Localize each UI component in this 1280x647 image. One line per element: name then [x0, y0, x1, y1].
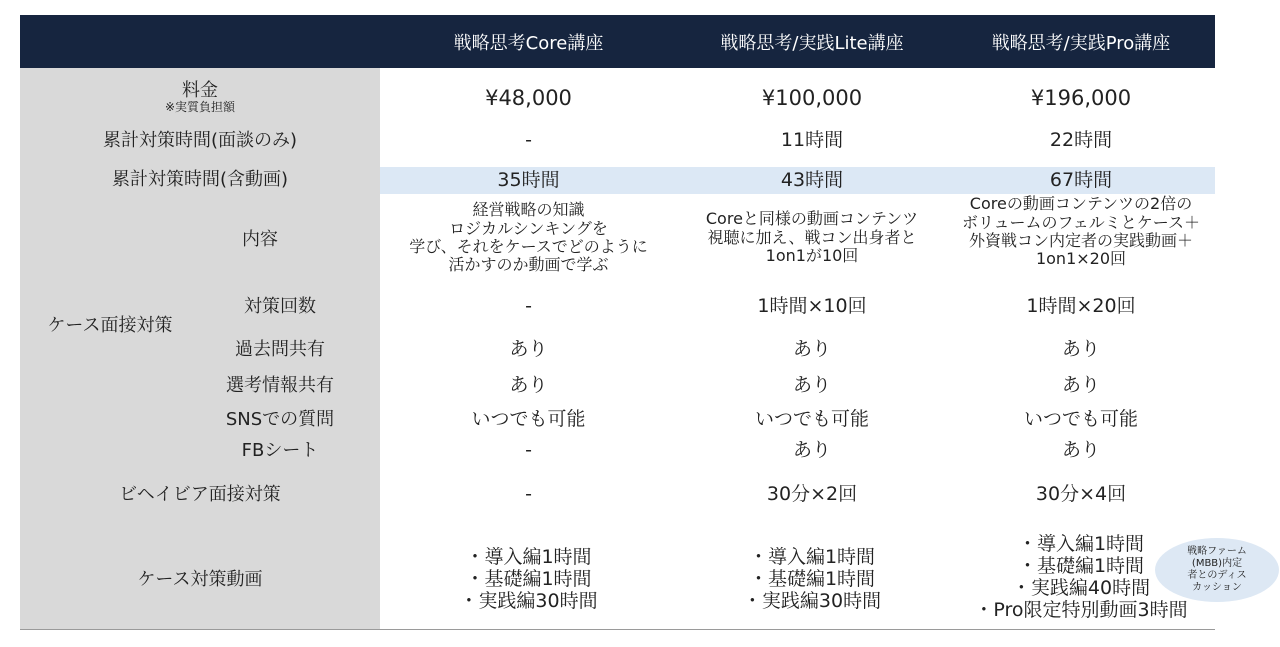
table-bottom-border: [20, 629, 1215, 630]
total-time-lite: 43時間: [780, 168, 844, 191]
price-lite: ¥100,000: [761, 85, 863, 110]
price-pro: ¥196,000: [1030, 85, 1132, 110]
interview-time-core: -: [525, 129, 532, 152]
sns-lite: いつでも可能: [754, 408, 869, 431]
selection-info-core: あり: [509, 374, 548, 397]
annotation-bubble: 戦略ファーム (MBB)内定 者とのディス カッション: [1155, 538, 1279, 602]
fb-sheet-pro: あり: [1061, 439, 1100, 462]
row-label-sessions: 対策回数: [244, 295, 316, 317]
row-label-case-videos: ケース対策動画: [137, 568, 263, 590]
comparison-table: [20, 15, 1215, 630]
row-label-behavioral: ビヘイビア面接対策: [119, 483, 281, 505]
fb-sheet-lite: あり: [792, 439, 831, 462]
price-label: 料金: [182, 79, 218, 101]
behavioral-core: -: [525, 483, 532, 506]
header-core-course: 戦略思考Core講座: [453, 32, 604, 54]
selection-info-lite: あり: [792, 374, 831, 397]
sessions-lite: 1時間×10回: [757, 295, 867, 318]
sns-pro: いつでも可能: [1023, 408, 1138, 431]
behavioral-pro: 30分×4回: [1035, 483, 1127, 506]
price-sublabel: ※実質負担額: [164, 100, 236, 115]
total-time-core: 35時間: [497, 168, 560, 191]
row-label-fb-sheet: FBシート: [241, 439, 319, 461]
past-questions-pro: あり: [1061, 338, 1100, 361]
sessions-pro: 1時間×20回: [1026, 295, 1136, 318]
interview-time-pro: 22時間: [1049, 129, 1113, 152]
row-label-total-time: 累計対策時間(含動画): [111, 169, 289, 191]
price-core: ¥48,000: [485, 85, 572, 110]
sessions-core: -: [525, 295, 532, 318]
content-core: 経営戦略の知識 ロジカルシンキングを 学び、それをケースでどのように 活かすのか動画で学ぶ: [409, 200, 648, 275]
row-label-content: 内容: [242, 228, 278, 250]
total-time-pro: 67時間: [1049, 168, 1113, 191]
row-label-past-questions: 過去問共有: [235, 338, 325, 360]
past-questions-lite: あり: [792, 338, 831, 361]
case-videos-pro: ・導入編1時間 ・基礎編1時間 ・実践編40時間 ・Pro限定特別動画3時間: [974, 533, 1188, 621]
past-questions-core: あり: [509, 338, 548, 361]
header-pro-course: 戦略思考/実践Pro講座: [991, 32, 1171, 54]
fb-sheet-core: -: [525, 439, 532, 462]
row-label-price: [20, 72, 380, 124]
header-lite-course: 戦略思考/実践Lite講座: [720, 32, 904, 54]
case-interview-group-label: ケース面接対策: [47, 314, 173, 336]
row-label-selection-info: 選考情報共有: [226, 374, 334, 396]
case-videos-lite: ・導入編1時間 ・基礎編1時間 ・実践編30時間: [742, 546, 882, 612]
content-lite: Coreと同様の動画コンテンツ 視聴に加え、戦コン出身者と 1on1が10回: [705, 209, 919, 266]
interview-time-lite: 11時間: [780, 129, 844, 152]
row-label-interview-time: 累計対策時間(面談のみ): [102, 129, 298, 151]
sns-core: いつでも可能: [471, 408, 586, 431]
behavioral-lite: 30分×2回: [766, 483, 858, 506]
content-pro: Coreの動画コンテンツの2倍の ボリュームのフェルミとケース＋ 外資戦コン内定者の実践動画＋ 1on1×20回: [962, 194, 1200, 269]
selection-info-pro: あり: [1061, 374, 1100, 397]
row-label-sns: SNSでの質問: [225, 408, 335, 430]
case-videos-core: ・導入編1時間 ・基礎編1時間 ・実践編30時間: [459, 546, 598, 612]
